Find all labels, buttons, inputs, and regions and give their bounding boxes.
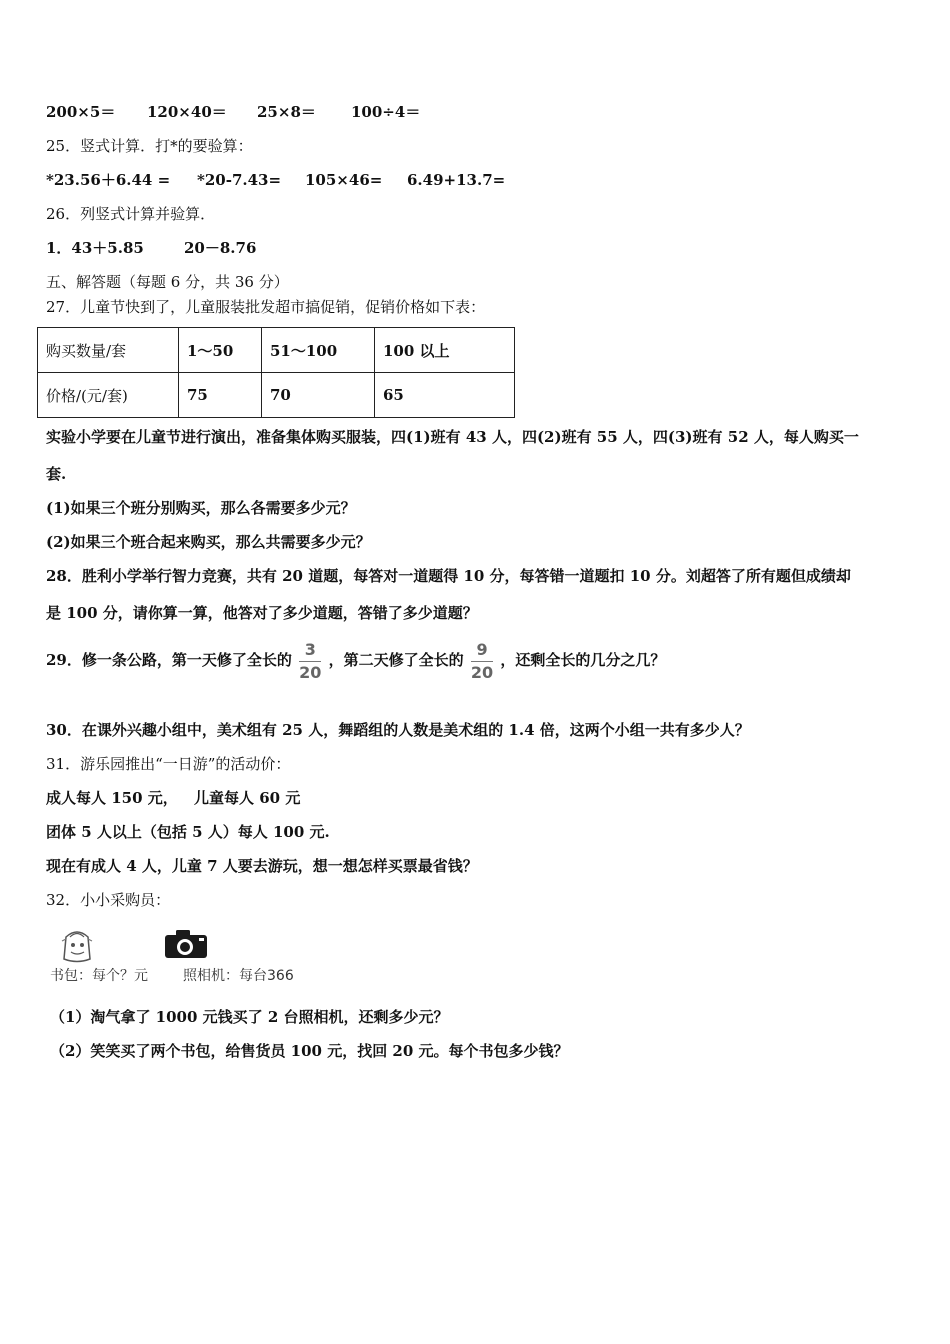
q32-sub1: （1）淘气拿了 1000 元钱买了 2 台照相机，还剩多少元？	[50, 1008, 449, 1026]
table-row	[38, 373, 515, 418]
q27-sub1: (1)如果三个班分别购买，那么各需要多少元？	[46, 499, 356, 517]
q29-text: 29．修一条公路，第一天修了全长的	[46, 651, 292, 669]
table-cell: 价格/(元/套)	[38, 373, 179, 418]
calc-item: 120×40＝	[147, 103, 227, 121]
table-cell: 75	[179, 373, 262, 418]
fraction-numerator: 9	[471, 641, 493, 662]
calc-item: 200×5＝	[46, 103, 116, 121]
camera-icon	[163, 928, 209, 960]
q28-line1: 28．胜利小学举行智力竞赛，共有 20 道题，每答对一道题得 10 分，每答错一道题扣 10 分。刘超答了所有题但成绩却	[46, 567, 851, 585]
schoolbag-icon	[56, 925, 98, 965]
q29-text: ，还剩全长的几分之几？	[500, 651, 666, 669]
table-cell: 51～100	[262, 328, 375, 373]
fraction-numerator: 3	[299, 641, 321, 662]
q25-title: 25．竖式计算．打*的要验算：	[46, 137, 253, 155]
q26-title: 26．列竖式计算并验算．	[46, 205, 216, 223]
table-cell: 1～50	[179, 328, 262, 373]
q25-items	[46, 170, 505, 190]
q32-sub2: （2）笑笑买了两个书包，给售货员 100 元，找回 20 元。每个书包多少钱？	[50, 1042, 569, 1060]
calc-row-1	[46, 102, 420, 122]
q30: 30．在课外兴趣小组中，美术组有 25 人，舞蹈组的人数是美术组的 1.4 倍，这两个小组一共有多少人？	[46, 721, 750, 739]
q25-item: 105×46=	[305, 171, 383, 189]
table-cell: 100 以上	[375, 328, 515, 373]
table-row	[38, 328, 515, 373]
q27-title: 27．儿童节快到了，儿童服装批发超市搞促销，促销价格如下表：	[46, 298, 486, 316]
q26-item: 20－8.76	[184, 239, 257, 257]
calc-item: 100÷4＝	[351, 103, 421, 121]
q27-text-line1: 实验小学要在儿童节进行演出，准备集体购买服装，四(1)班有 43 人，四(2)班有 55 人，四(3)班有 52 人，每人购买一	[46, 428, 859, 446]
fraction	[299, 641, 321, 682]
q31-adult: 成人每人 150 元，	[46, 789, 178, 807]
q25-item: *23.56＋6.44 =	[46, 171, 171, 189]
fraction-denominator: 20	[470, 662, 494, 682]
q27-sub2: (2)如果三个班合起来购买，那么共需要多少元？	[46, 533, 371, 551]
q31-group: 团体 5 人以上（包括 5 人）每人 100 元.	[46, 823, 330, 841]
price-table	[37, 327, 515, 418]
table-cell: 65	[375, 373, 515, 418]
q31-child: 儿童每人 60 元	[194, 789, 301, 807]
q31-prices	[46, 788, 300, 808]
q29	[46, 637, 665, 683]
camera-caption: 照相机：每台366	[183, 968, 294, 984]
q28-line2: 是 100 分，请你算一算，他答对了多少道题，答错了多少道题？	[46, 604, 478, 622]
fraction	[471, 641, 493, 682]
q31-question: 现在有成人 4 人，儿童 7 人要去游玩，想一想怎样买票最省钱？	[46, 857, 478, 875]
q26-items	[46, 238, 256, 258]
q25-item: 6.49+13.7=	[407, 171, 506, 189]
fraction-denominator: 20	[299, 662, 322, 682]
table-cell: 70	[262, 373, 375, 418]
q32-title: 32．小小采购员：	[46, 891, 171, 909]
table-cell: 购买数量/套	[38, 328, 179, 373]
q26-item: 1．43＋5.85	[46, 239, 144, 257]
q29-text: ，第二天修了全长的	[328, 651, 464, 669]
schoolbag-caption: 书包：每个？元	[50, 968, 148, 984]
q27-text-line2: 套.	[46, 465, 67, 483]
q31-title: 31．游乐园推出“一日游”的活动价：	[46, 755, 291, 773]
section-heading: 五、解答题（每题 6 分，共 36 分）	[46, 273, 289, 291]
q25-item: *20-7.43=	[197, 171, 282, 189]
calc-item: 25×8＝	[257, 103, 316, 121]
